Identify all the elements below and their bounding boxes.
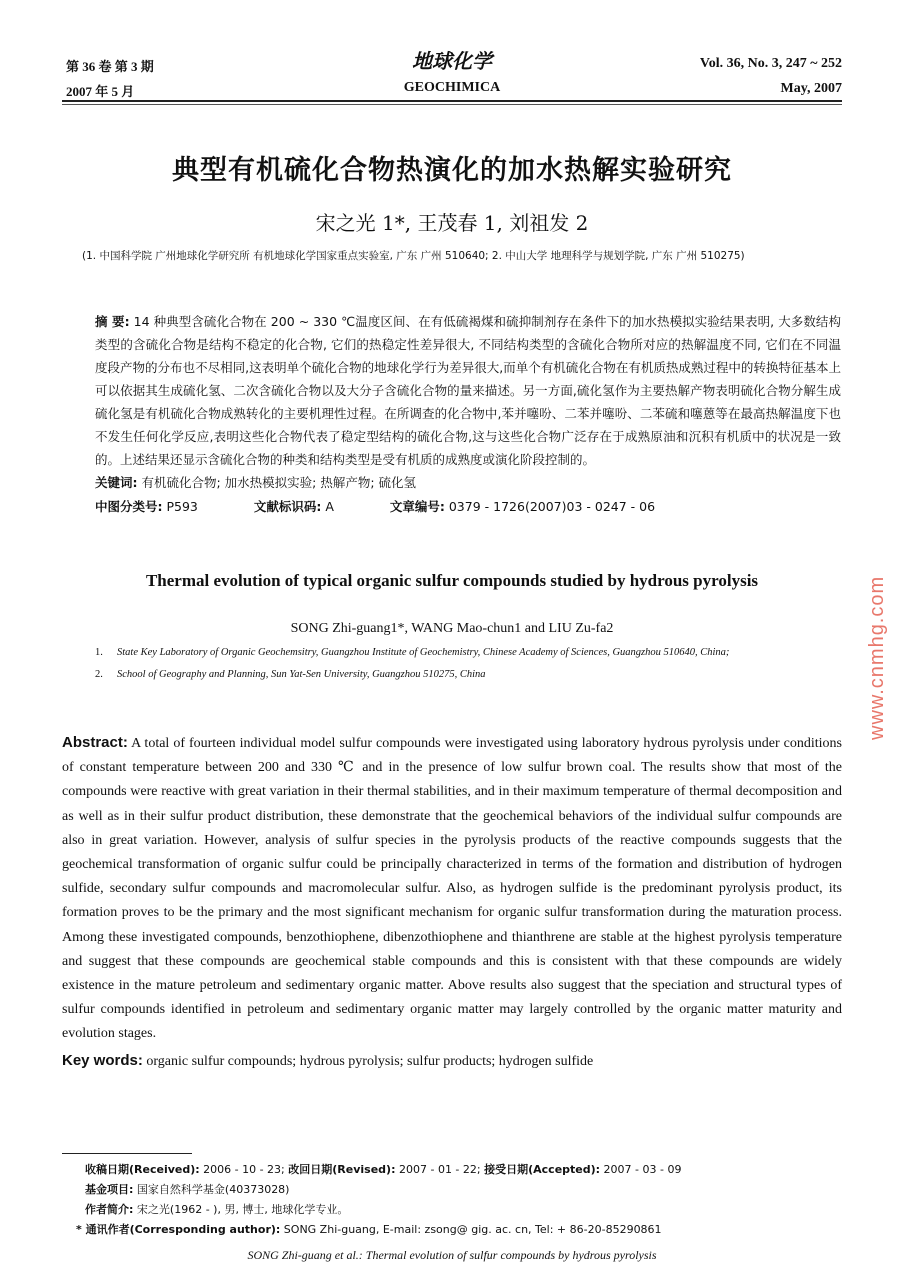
accepted-label: 接受日期(Accepted):	[484, 1163, 601, 1176]
affiliation-num: 2.	[95, 668, 103, 680]
doc-code-label: 文献标识码:	[253, 499, 322, 514]
affiliations-en	[95, 642, 841, 685]
chinese-abstract-section	[95, 310, 841, 519]
header-rule	[62, 100, 842, 102]
corresponding-text: SONG Zhi-guang, E-mail: zsong@ gig. ac. cn, Tel: + 86-20-85290861	[283, 1223, 662, 1236]
clc-value: P593	[166, 499, 198, 514]
affiliation-text: State Key Laboratory of Organic Geochemsitry, Guangzhou Institute of Geochemistry, Chinese Academy of Sciences, Guangzhou 510640, China;	[117, 647, 730, 658]
revised-label: 改回日期(Revised):	[288, 1163, 396, 1176]
journal-logo: 地球化学	[412, 49, 492, 73]
keywords-cn-label: 关键词:	[95, 475, 138, 490]
title-en: Thermal evolution of typical organic sulfur compounds studied by hydrous pyrolysis	[145, 571, 759, 590]
affiliation-cn: (1. 中国科学院 广州地球化学研究所 有机地球化学国家重点实验室, 广东 广州 510640; 2. 中山大学 地理科学与规划学院, 广东 广州 510275)	[82, 250, 745, 262]
abstract-en-label: Abstract:	[62, 734, 128, 751]
bio-label: 作者简介:	[85, 1203, 134, 1216]
keywords-en-label: Key words:	[62, 1051, 143, 1069]
header-rule-thin	[62, 104, 842, 105]
footnote-fund	[76, 1180, 856, 1200]
clc-label: 中图分类号:	[95, 499, 163, 514]
abstract-cn-label: 摘 要:	[95, 314, 130, 329]
footnote-corresponding	[76, 1220, 856, 1240]
fund-label: 基金项目:	[85, 1183, 134, 1196]
fund-text: 国家自然科学基金(40373028)	[136, 1183, 290, 1196]
date-en: May, 2007	[780, 81, 842, 96]
journal-name: GEOCHIMICA	[403, 80, 501, 95]
keywords-cn-text: 有机硫化合物; 加水热模拟实验; 热解产物; 硫化氢	[141, 475, 417, 490]
watermark: www.cnmhg.com	[866, 575, 888, 740]
affiliation-text: School of Geography and Planning, Sun Yat-Sen University, Guangzhou 510275, China	[117, 668, 486, 680]
accepted-date: 2007 - 03 - 09	[603, 1163, 682, 1176]
date-cn: 2007 年 5 月	[66, 84, 135, 99]
article-no-label: 文章编号:	[389, 499, 445, 514]
revised-date: 2007 - 01 - 22;	[398, 1163, 481, 1176]
volume-issue-cn: 第 36 卷 第 3 期	[66, 59, 154, 74]
volume-pages: Vol. 36, No. 3, 247 ~ 252	[699, 56, 842, 71]
doc-code-value: A	[325, 499, 334, 514]
received-label: 收稿日期(Received):	[85, 1163, 200, 1176]
keywords-en	[62, 1049, 842, 1074]
affiliation-en-1	[95, 642, 841, 664]
footnote-bio	[76, 1200, 856, 1220]
bio-text: 宋之光(1962 - ), 男, 博士, 地球化学专业。	[136, 1203, 349, 1216]
keywords-en-text: organic sulfur compounds; hydrous pyrolysis; sulfur products; hydrogen sulfide	[146, 1053, 594, 1069]
authors-en: SONG Zhi-guang1*, WANG Mao-chun1 and LIU Zu-fa2	[290, 621, 614, 636]
affiliation-en-2	[95, 664, 841, 686]
running-footer: SONG Zhi-guang et al.: Thermal evolution of sulfur compounds by hydrous pyrolysis	[247, 1248, 657, 1262]
authors-cn: 宋之光 1*, 王茂春 1, 刘祖发 2	[315, 211, 589, 235]
abstract-cn-text: 14 种典型含硫化合物在 200 ~ 330 ℃温度区间、在有低硫褐煤和硫抑制剂存在条件下的加水热模拟实验结果表明, 大多数结构类型的含硫化合物是结构不稳定的化合物, 它们的热稳定性差异很大, 不同结构类型的含硫化合物所对应的热解温度不同, 它们在不同温度段产物的分布也不尽相同,这表明单个硫化合物的地球化学行为差异很大,而单个有机硫化合物在有机质热成熟过程中的转换特征基本上可以依据其生成硫化氢、二次含硫化合物以及大分子含硫化合物的量来描述。另一方面,硫化氢作为主要热解产物表明硫化合物分解生成硫化氢是有机硫化合物成熟转化的主要机理性过程。在所调查的化合物中,苯并噻吩、二苯并噻吩、二苯硫和噻蒽等在最高热解温度下也不发生任何化学反应,表明这些化合物代表了稳定型结构的硫化合物,这与这些化合物广泛存在于成熟原油和沉积有机质中的状况是一致的。上述结果还显示含硫化合物的种类和结构类型是受有机质的成熟度或演化阶段控制的。	[95, 314, 841, 467]
affiliation-num: 1.	[95, 647, 103, 658]
title-cn: 典型有机硫化合物热演化的加水热解实验研究	[172, 155, 732, 186]
article-no-value: 0379 - 1726(2007)03 - 0247 - 06	[448, 499, 656, 514]
footnote-rule	[62, 1153, 192, 1154]
footnotes	[76, 1160, 856, 1240]
abstract-cn	[95, 310, 841, 471]
received-date: 2006 - 10 - 23;	[203, 1163, 285, 1176]
footnote-dates	[76, 1160, 856, 1180]
keywords-cn	[95, 471, 841, 495]
abstract-en-text: A total of fourteen individual model sulfur compounds were investigated using laboratory hydrous pyrolysis under conditions of constant temperature between 200 and 330 ℃ and in the presence of low sulfur brown coal. The results show that most of the compounds were reactive with great variation in their thermal stabilities, and in their maximum temperature of thermal decomposition and as well as in their sulfur product distribution, these demonstrate that the geochemical behaviors of the individual sulfur compounds are also in great variation. However, analysis of sulfur species in the pyrolysis products of the reactive compounds suggests that the geochemical transformation of organic sulfur could be principally characterized in terms of the formation and distribution of hydrogen sulfide, secondary sulfur compounds and macromolecular sulfur. Also, as hydrogen sulfide is the predominant pyrolysis product, its formation proves to be the primary and the most significant mechanism for organic sulfur transformation during the maturation process. Among these investigated compounds, benzothiophene, dibenzothiophene and thianthrene are stable at the highest pyrolysis temperature and suggest that these compounds are geochemical stable compounds and this is consistent with that these compounds are widely existence in the mature petroleum and sedimentary organic matter. Above results also suggest that the speciation and structural types of sulfur compounds identified in petroleum and sedimentary organic matter may largely controlled by the organic matter maturity and evolution stages.	[62, 736, 842, 1042]
english-abstract-section	[62, 731, 842, 1074]
abstract-en	[62, 731, 842, 1047]
classification-line	[95, 495, 841, 519]
corresponding-label: * 通讯作者(Corresponding author):	[76, 1223, 281, 1236]
